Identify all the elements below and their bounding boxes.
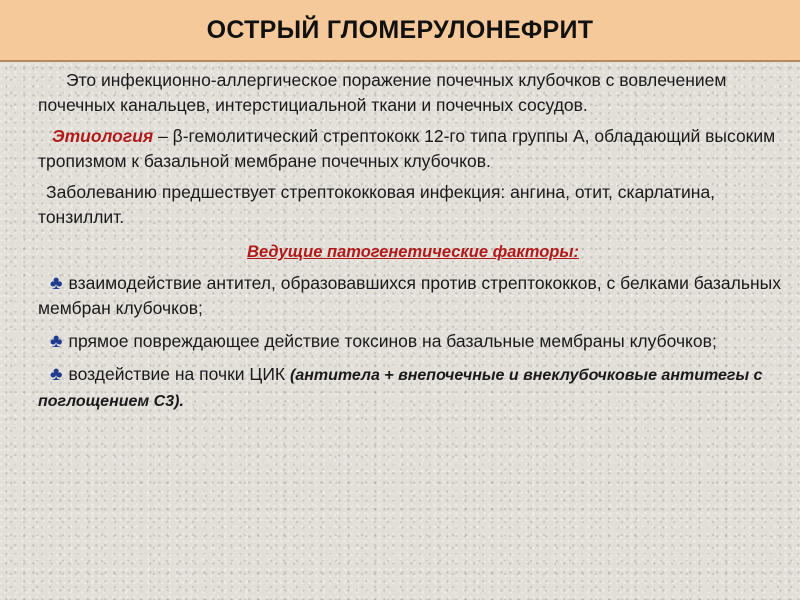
slide-content bbox=[38, 68, 788, 422]
factor-item-3 bbox=[38, 362, 788, 414]
factor-text: взаимодействие антител, образовавшихся против стрептококков, с белками базальных мембран клубочков; bbox=[38, 273, 781, 318]
factor-text: прямое повреждающее действие токсинов на базальные мембраны клубочков; bbox=[68, 331, 717, 351]
title-bar bbox=[0, 0, 800, 62]
definition-paragraph: Это инфекционно-аллергическое поражение почечных клубочков с вовлечением почечных канальцев, интерстициальной ткани и почечных сосудов. bbox=[38, 70, 727, 115]
precedent-paragraph: Заболеванию предшествует стрептококковая инфекция: ангина, отит, скарлатина, тонзиллит. bbox=[38, 182, 716, 227]
factor-text: воздействие на почки ЦИК bbox=[68, 364, 290, 384]
club-bullet-icon: ♣ bbox=[50, 331, 63, 352]
etiology-label: Этиология bbox=[52, 126, 154, 146]
etiology-paragraph bbox=[38, 124, 788, 174]
factor-tail: . bbox=[179, 393, 184, 410]
page-title: ОСТРЫЙ ГЛОМЕРУЛОНЕФРИТ bbox=[206, 15, 594, 44]
factor-item-1 bbox=[38, 271, 788, 321]
factor-item-2 bbox=[38, 329, 788, 354]
factor-note: (антитела + внепочечные и внеклубочковые антитегы с поглощением С3) bbox=[38, 367, 763, 410]
etiology-text: – β-гемолитический стрептококк 12-го типа группы А, обладающий высоким тропизмом к базальной мембране почечных клубочков. bbox=[38, 126, 776, 171]
factors-heading: Ведущие патогенетические факторы: bbox=[247, 243, 579, 261]
club-bullet-icon: ♣ bbox=[50, 273, 63, 294]
club-bullet-icon: ♣ bbox=[50, 364, 63, 385]
